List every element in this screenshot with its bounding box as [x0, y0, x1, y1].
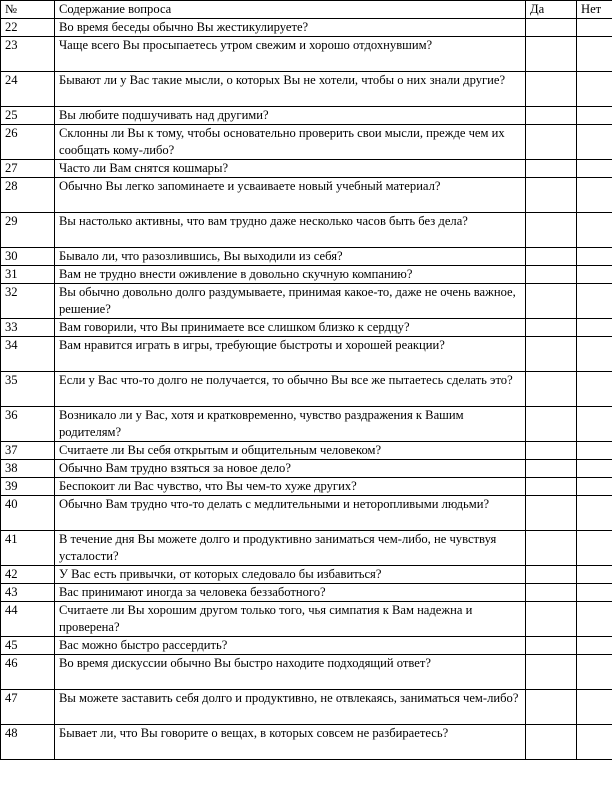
table-row	[1, 566, 612, 584]
answer-yes-cell[interactable]	[526, 266, 577, 284]
question-number: 34	[1, 337, 55, 372]
table-row	[1, 107, 612, 125]
question-text: Обычно Вам трудно взяться за новое дело?	[55, 460, 526, 478]
table-row	[1, 460, 612, 478]
answer-yes-cell[interactable]	[526, 178, 577, 213]
table-row	[1, 19, 612, 37]
answer-yes-cell[interactable]	[526, 531, 577, 566]
answer-yes-cell[interactable]	[526, 478, 577, 496]
answer-yes-cell[interactable]	[526, 372, 577, 407]
table-row	[1, 442, 612, 460]
answer-yes-cell[interactable]	[526, 213, 577, 248]
table-row	[1, 496, 612, 531]
answer-yes-cell[interactable]	[526, 602, 577, 637]
question-number: 31	[1, 266, 55, 284]
answer-yes-cell[interactable]	[526, 407, 577, 442]
question-text: Бывает ли, что Вы говорите о вещах, в которых совсем не разбираетесь?	[55, 725, 526, 760]
question-number: 48	[1, 725, 55, 760]
answer-yes-cell[interactable]	[526, 460, 577, 478]
answer-no-cell[interactable]	[577, 566, 612, 584]
question-text: Вы любите подшучивать над другими?	[55, 107, 526, 125]
table-row	[1, 266, 612, 284]
answer-no-cell[interactable]	[577, 584, 612, 602]
table-row	[1, 337, 612, 372]
question-text: Во время дискуссии обычно Вы быстро находите подходящий ответ?	[55, 655, 526, 690]
table-row	[1, 690, 612, 725]
table-row	[1, 213, 612, 248]
table-row	[1, 478, 612, 496]
answer-yes-cell[interactable]	[526, 655, 577, 690]
table-row	[1, 655, 612, 690]
question-text: Вы можете заставить себя долго и продуктивно, не отвлекаясь, заниматься чем-либо?	[55, 690, 526, 725]
table-row	[1, 37, 612, 72]
answer-yes-cell[interactable]	[526, 337, 577, 372]
table-row	[1, 637, 612, 655]
question-number: 43	[1, 584, 55, 602]
answer-yes-cell[interactable]	[526, 566, 577, 584]
question-number: 24	[1, 72, 55, 107]
header-yes: Да	[526, 1, 577, 19]
question-text: Вам не трудно внести оживление в довольно скучную компанию?	[55, 266, 526, 284]
answer-no-cell[interactable]	[577, 460, 612, 478]
answer-no-cell[interactable]	[577, 531, 612, 566]
table-row	[1, 372, 612, 407]
answer-no-cell[interactable]	[577, 248, 612, 266]
answer-no-cell[interactable]	[577, 266, 612, 284]
answer-yes-cell[interactable]	[526, 19, 577, 37]
answer-no-cell[interactable]	[577, 284, 612, 319]
question-number: 27	[1, 160, 55, 178]
table-row	[1, 584, 612, 602]
answer-yes-cell[interactable]	[526, 496, 577, 531]
question-number: 45	[1, 637, 55, 655]
question-text: Вам нравится играть в игры, требующие быстроты и хорошей реакции?	[55, 337, 526, 372]
table-row	[1, 284, 612, 319]
question-number: 32	[1, 284, 55, 319]
answer-no-cell[interactable]	[577, 372, 612, 407]
question-text: Вы настолько активны, что вам трудно даже несколько часов быть без дела?	[55, 213, 526, 248]
answer-yes-cell[interactable]	[526, 284, 577, 319]
answer-yes-cell[interactable]	[526, 725, 577, 760]
answer-yes-cell[interactable]	[526, 584, 577, 602]
question-text: Вам говорили, что Вы принимаете все слишком близко к сердцу?	[55, 319, 526, 337]
answer-yes-cell[interactable]	[526, 442, 577, 460]
table-header-row	[1, 1, 612, 19]
answer-no-cell[interactable]	[577, 160, 612, 178]
answer-no-cell[interactable]	[577, 107, 612, 125]
question-text: Беспокоит ли Вас чувство, что Вы чем-то хуже других?	[55, 478, 526, 496]
answer-no-cell[interactable]	[577, 213, 612, 248]
question-text: Чаще всего Вы просыпаетесь утром свежим и хорошо отдохнувшим?	[55, 37, 526, 72]
question-number: 26	[1, 125, 55, 160]
table-row	[1, 531, 612, 566]
question-number: 37	[1, 442, 55, 460]
question-number: 29	[1, 213, 55, 248]
question-number: 44	[1, 602, 55, 637]
question-number: 42	[1, 566, 55, 584]
question-text: Вас принимают иногда за человека беззаботного?	[55, 584, 526, 602]
question-text: Если у Вас что-то долго не получается, то обычно Вы все же пытаетесь сделать это?	[55, 372, 526, 407]
answer-no-cell[interactable]	[577, 337, 612, 372]
answer-yes-cell[interactable]	[526, 248, 577, 266]
question-number: 28	[1, 178, 55, 213]
answer-no-cell[interactable]	[577, 37, 612, 72]
answer-no-cell[interactable]	[577, 725, 612, 760]
question-text: Считаете ли Вы себя открытым и общительным человеком?	[55, 442, 526, 460]
answer-no-cell[interactable]	[577, 407, 612, 442]
answer-no-cell[interactable]	[577, 125, 612, 160]
answer-no-cell[interactable]	[577, 178, 612, 213]
answer-no-cell[interactable]	[577, 442, 612, 460]
question-number: 36	[1, 407, 55, 442]
answer-no-cell[interactable]	[577, 496, 612, 531]
question-text: Бывало ли, что разозлившись, Вы выходили из себя?	[55, 248, 526, 266]
answer-yes-cell[interactable]	[526, 160, 577, 178]
table-row	[1, 407, 612, 442]
answer-yes-cell[interactable]	[526, 125, 577, 160]
question-number: 25	[1, 107, 55, 125]
answer-no-cell[interactable]	[577, 655, 612, 690]
answer-no-cell[interactable]	[577, 19, 612, 37]
table-row	[1, 125, 612, 160]
answer-no-cell[interactable]	[577, 602, 612, 637]
question-number: 33	[1, 319, 55, 337]
header-question: Содержание вопроса	[55, 1, 526, 19]
question-text: В течение дня Вы можете долго и продуктивно заниматься чем-либо, не чувствуя усталости?	[55, 531, 526, 566]
question-text: Возникало ли у Вас, хотя и кратковременно, чувство раздражения к Вашим родителям?	[55, 407, 526, 442]
answer-no-cell[interactable]	[577, 690, 612, 725]
answer-yes-cell[interactable]	[526, 107, 577, 125]
table-row	[1, 602, 612, 637]
question-number: 46	[1, 655, 55, 690]
question-text: Бывают ли у Вас такие мысли, о которых Вы не хотели, чтобы о них знали другие?	[55, 72, 526, 107]
table-row	[1, 160, 612, 178]
question-text: Обычно Вы легко запоминаете и усваиваете новый учебный материал?	[55, 178, 526, 213]
answer-no-cell[interactable]	[577, 319, 612, 337]
answer-no-cell[interactable]	[577, 72, 612, 107]
question-text: У Вас есть привычки, от которых следовало бы избавиться?	[55, 566, 526, 584]
question-number: 39	[1, 478, 55, 496]
answer-yes-cell[interactable]	[526, 690, 577, 725]
question-text: Вас можно быстро рассердить?	[55, 637, 526, 655]
question-number: 22	[1, 19, 55, 37]
question-number: 47	[1, 690, 55, 725]
table-row	[1, 319, 612, 337]
question-text: Часто ли Вам снятся кошмары?	[55, 160, 526, 178]
answer-no-cell[interactable]	[577, 637, 612, 655]
question-text: Склонны ли Вы к тому, чтобы основательно проверить свои мысли, прежде чем их сообщать кому-либо?	[55, 125, 526, 160]
question-number: 40	[1, 496, 55, 531]
answer-yes-cell[interactable]	[526, 37, 577, 72]
answer-yes-cell[interactable]	[526, 637, 577, 655]
table-row	[1, 178, 612, 213]
question-text: Обычно Вам трудно что-то делать с медлительными и неторопливыми людьми?	[55, 496, 526, 531]
question-number: 41	[1, 531, 55, 566]
question-number: 23	[1, 37, 55, 72]
table-row	[1, 248, 612, 266]
table-row	[1, 72, 612, 107]
table-row	[1, 725, 612, 760]
answer-no-cell[interactable]	[577, 478, 612, 496]
question-number: 38	[1, 460, 55, 478]
question-text: Считаете ли Вы хорошим другом только того, чья симпатия к Вам надежна и проверена?	[55, 602, 526, 637]
question-text: Во время беседы обычно Вы жестикулируете?	[55, 19, 526, 37]
answer-yes-cell[interactable]	[526, 72, 577, 107]
answer-yes-cell[interactable]	[526, 319, 577, 337]
header-number: №	[1, 1, 55, 19]
question-text: Вы обычно довольно долго раздумываете, принимая какое-то, даже не очень важное, решение?	[55, 284, 526, 319]
question-number: 30	[1, 248, 55, 266]
question-number: 35	[1, 372, 55, 407]
header-no: Нет	[577, 1, 612, 19]
